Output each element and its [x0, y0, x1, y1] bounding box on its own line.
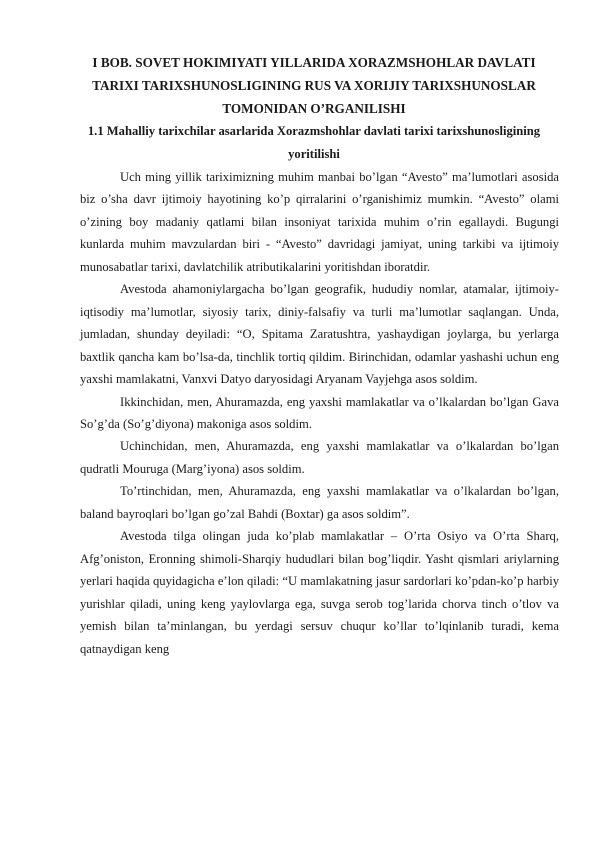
paragraph: Ikkinchidan, men, Ahuramazda, eng yaxshi mamlakatlar va o’lkalardan bo’lgan Gava So’g’da (So’g’diyona) makoniga asos soldim.: [80, 394, 559, 431]
section-title: 1.1 Mahalliy tarixchilar asarlarida Xorazmshohlar davlati tarixi tarixshunosligining yoritilishi: [87, 124, 541, 161]
paragraph: To’rtinchidan, men, Ahuramazda, eng yaxshi mamlakatlar va o’lkalardan bo’lgan, baland bayroqlari bo’lgan go’zal Bahdi (Boxtar) ga asos soldim”.: [80, 484, 559, 521]
chapter-title: I BOB. SOVET HOKIMIYATI YILLARIDA XORAZMSHOHLAR DAVLATI TARIXI TARIXSHUNOSLIGINING RUS VA XORIJIY TARIXSHUNOSLAR TOMONIDAN O’RGANILISHI: [92, 55, 536, 116]
paragraph: Uchinchidan, men, Ahuramazda, eng yaxshi mamlakatlar va o’lkalardan bo’lgan qudratli Mouruga (Marg’iyona) asos soldim.: [80, 439, 559, 476]
paragraph: Avestoda ahamoniylargacha bo’lgan geografik, hududiy nomlar, atamalar, ijtimoiy-iqtisodiy ma’lumotlar, siyosiy tarix, diniy-falsafiy va turli ma’lumotlar saqlangan. Unda, jumladan, shunday deyiladi: “O, Spitama Zaratushtra, yashaydigan joylarga, bu yerlarga baxtlik qancha kam bo’lsa-da, tinchlik tortiq qildim. Birinchidan, odamlar yashashi uchun eng yaxshi mamlakatni, Vanxvi Datyo daryosidagi Aryanam Vayjehga asos soldim.: [80, 282, 559, 387]
paragraph: Uch ming yillik tariximizning muhim manbai bo’lgan “Avesto” ma’lumotlari asosida biz o’sha davr ijtimoiy hayotining ko’p qirralarini o’rganishimiz mumkin. “Avesto” olami o’zining boy madaniy qatlami bilan insoniyat tarixida muhim o’rin egallaydi. Bugungi kunlarda muhim mavzulardan biri - “Avesto” davridagi jamiyat, uning tarkibi va ijtimoiy munosabatlar tarixi, davlatchilik atributikalarini yoritishdan iboratdir.: [80, 170, 559, 274]
body-text: [80, 166, 559, 660]
paragraph: Avestoda tilga olingan juda ko’plab mamlakatlar – O’rta Osiyo va O’rta Sharq, Afg’oniston, Eronning shimoli-Sharqiy hududlari bilan bog’liqdir. Yasht qismlari ariylarning yerlari haqida quyidagicha e’lon qiladi: “U mamlakatning jasur sardorlari ko’pdan-ko’p harbiy yurishlar qiladi, uning keng yaylovlarga ega, suvga serob tog’larida chorva tinch o’tlov va yemish bilan ta’minlangan, bu yerdagi sersuv chuqur ko’llar to’lqinlanib turadi, kema qatnaydigan keng: [80, 529, 559, 656]
